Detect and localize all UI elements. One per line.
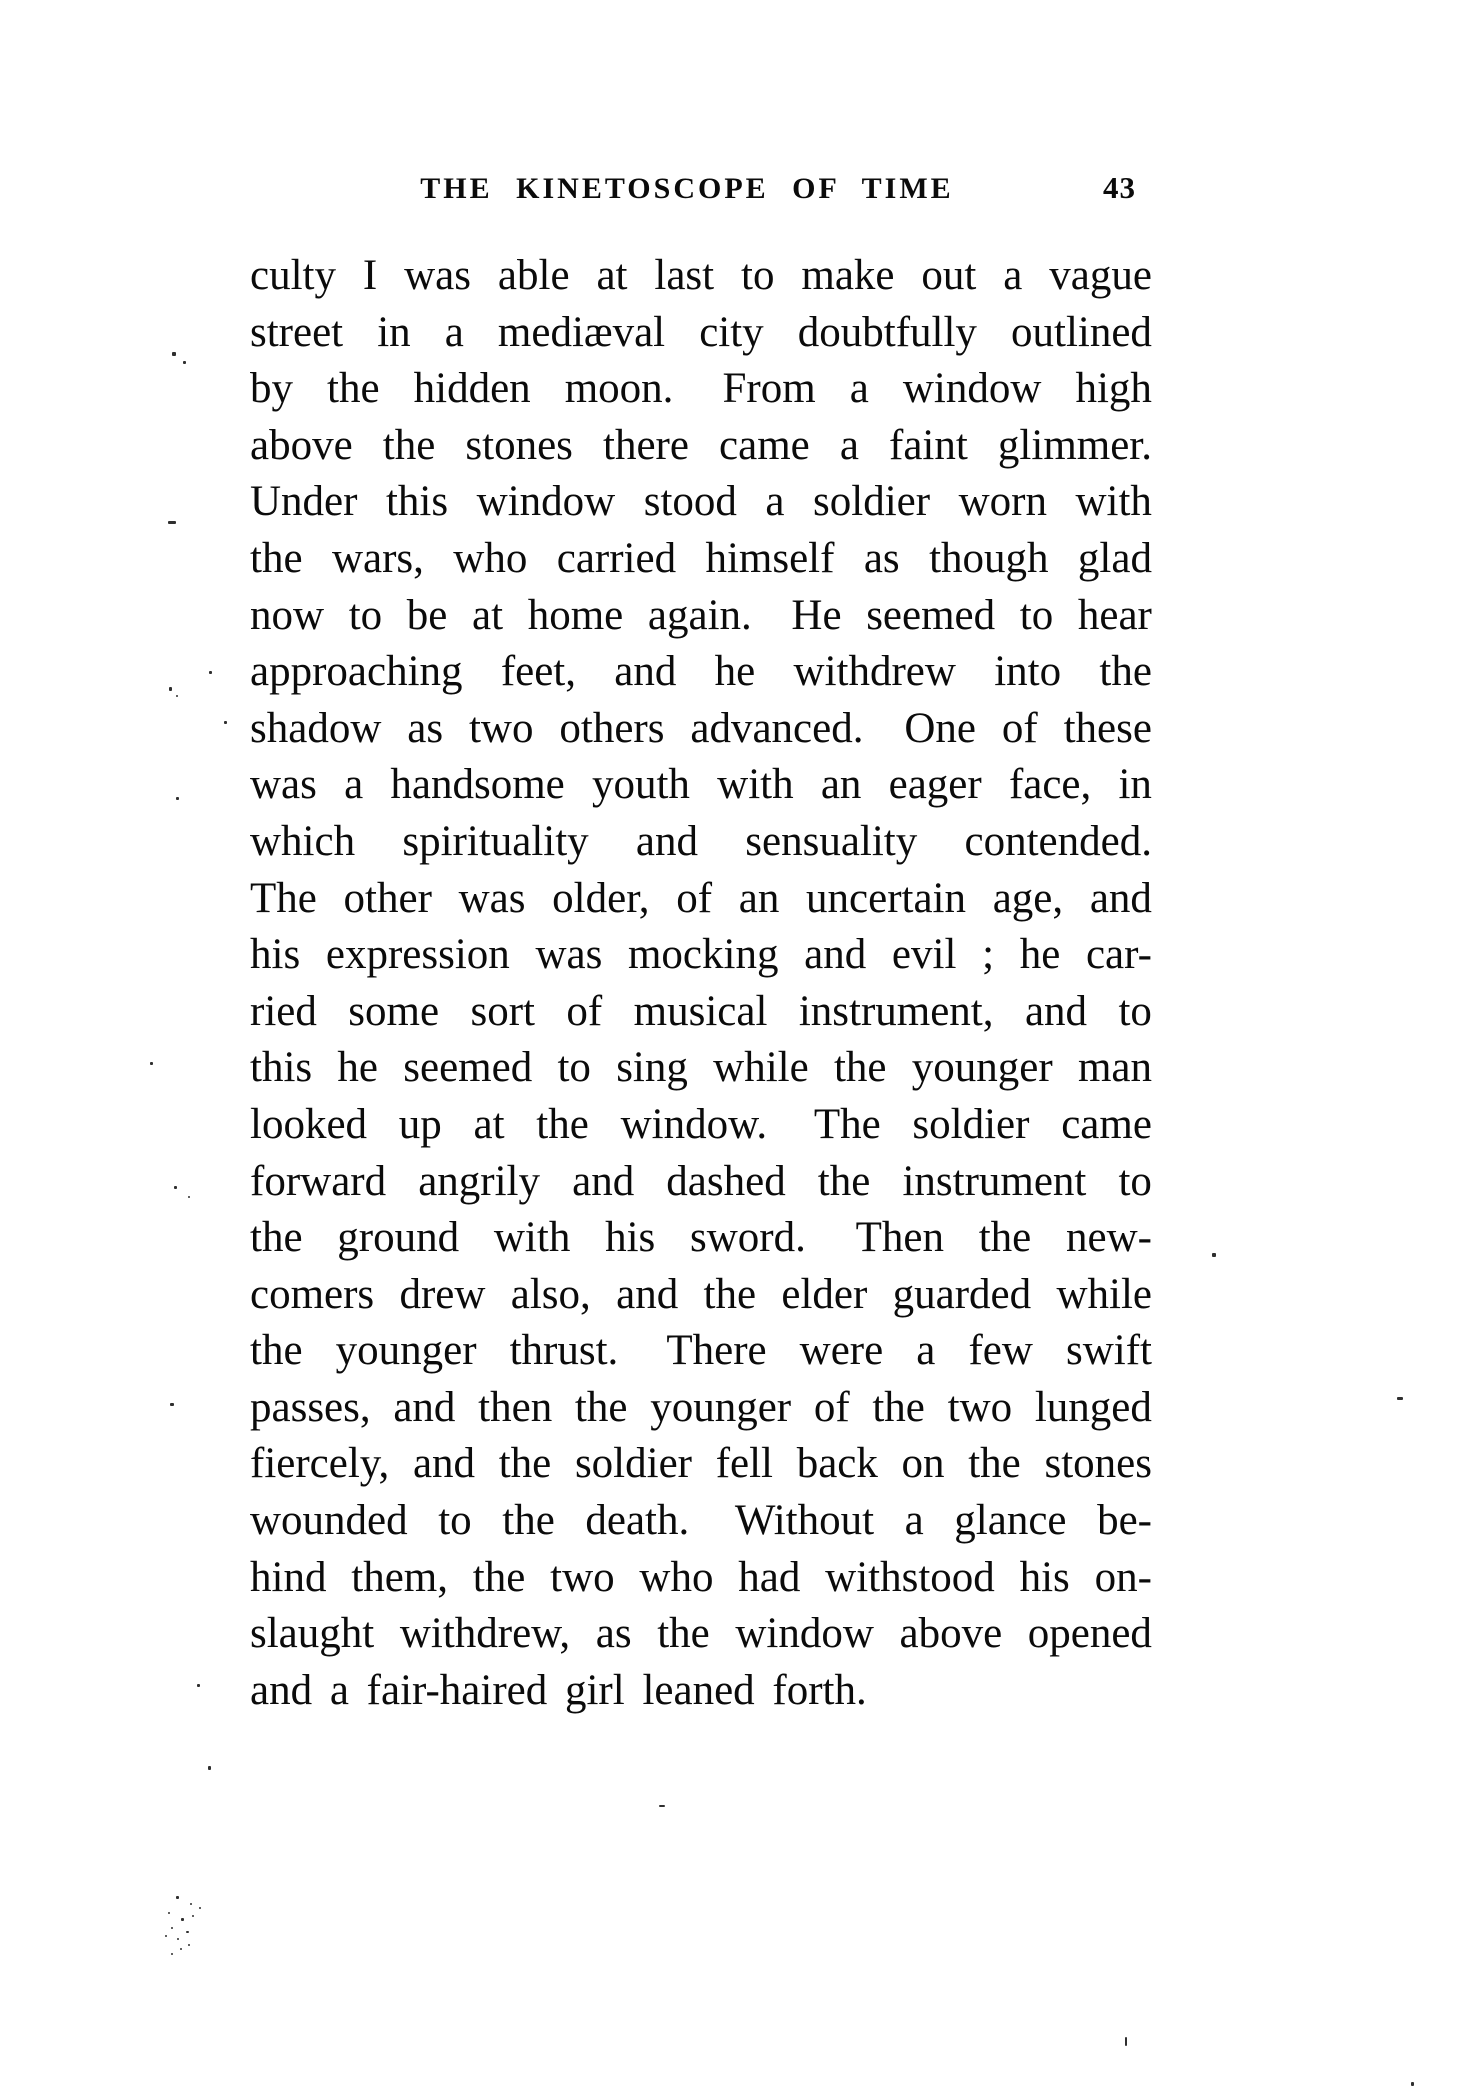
word: seemed <box>866 591 996 639</box>
word: window <box>902 365 1042 413</box>
word: the <box>1099 648 1152 696</box>
word: Then <box>855 1214 944 1262</box>
word: in <box>1118 761 1152 809</box>
running-header <box>250 172 1152 216</box>
scan-speck <box>1125 2037 1127 2046</box>
word: dashed <box>666 1157 786 1205</box>
word: and <box>1089 874 1152 922</box>
word: fell <box>715 1440 773 1488</box>
text-line <box>250 418 1152 475</box>
word: fiercely, <box>250 1440 390 1488</box>
word: stones <box>1044 1440 1152 1488</box>
word: lunged <box>1034 1383 1152 1431</box>
word: sword. <box>690 1214 806 1262</box>
word: above <box>899 1610 1003 1658</box>
word: at <box>473 1100 505 1148</box>
word: city <box>699 308 764 356</box>
word: stood <box>643 478 737 526</box>
word: as <box>407 704 444 752</box>
word: the <box>250 1327 303 1375</box>
scan-speck <box>1411 2082 1414 2086</box>
word: two <box>947 1383 1013 1431</box>
word: now <box>250 591 325 639</box>
word: younger <box>911 1044 1053 1092</box>
word: the <box>833 1044 887 1092</box>
word: on <box>901 1440 945 1488</box>
word: street <box>250 308 344 356</box>
word: he <box>714 648 756 696</box>
word: window <box>476 478 616 526</box>
scan-speck <box>188 1944 190 1946</box>
word: car- <box>1085 931 1152 979</box>
word: as <box>595 1610 632 1658</box>
word: swift <box>1065 1327 1152 1375</box>
word: these <box>1063 704 1152 752</box>
word: worn <box>958 478 1047 526</box>
scan-speck <box>192 1915 194 1917</box>
word: this <box>385 478 449 526</box>
word: he <box>1019 931 1061 979</box>
word: and <box>1024 987 1088 1035</box>
word: out <box>921 252 977 299</box>
word: last <box>654 252 715 299</box>
word: elder <box>781 1270 868 1318</box>
word: a <box>904 1497 924 1545</box>
word: The <box>813 1100 881 1148</box>
word: while <box>1056 1270 1152 1318</box>
word: up <box>398 1100 442 1148</box>
word: I <box>362 252 378 299</box>
word: vague <box>1049 252 1152 299</box>
word: the <box>250 534 303 582</box>
word: with <box>1075 478 1152 526</box>
word: uncertain <box>806 874 967 922</box>
word: soldier <box>813 478 931 526</box>
word: of <box>813 1383 850 1431</box>
text-line <box>250 927 1152 984</box>
scan-speck <box>186 1931 189 1933</box>
word: the <box>968 1440 1021 1488</box>
word: there <box>603 421 689 469</box>
word: few <box>968 1327 1033 1375</box>
text-line <box>250 1097 1152 1154</box>
word: himself <box>705 534 835 582</box>
word: One <box>904 704 976 752</box>
text-line <box>250 1380 1152 1437</box>
word: The <box>250 874 317 922</box>
scan-speck <box>165 1935 167 1937</box>
word: thrust. <box>509 1327 619 1375</box>
scan-speck <box>176 695 178 697</box>
word: the <box>817 1157 871 1205</box>
word: drew <box>399 1270 486 1318</box>
word: the <box>250 1214 303 1262</box>
word: withdrew <box>793 648 956 696</box>
text-line <box>250 814 1152 871</box>
word: be- <box>1097 1497 1152 1545</box>
word: opened <box>1027 1610 1152 1658</box>
word: the <box>382 421 436 469</box>
word: expression <box>325 931 510 979</box>
word: ; <box>982 931 995 979</box>
text-line <box>250 644 1152 701</box>
text-line <box>250 1040 1152 1097</box>
word: withdrew, <box>399 1610 571 1658</box>
word: of <box>676 874 713 922</box>
word: in <box>377 308 411 356</box>
scan-speck <box>169 687 172 691</box>
word: advanced. <box>690 704 864 752</box>
word: window <box>735 1610 874 1658</box>
scan-speck <box>208 1766 211 1770</box>
word: was <box>458 874 526 922</box>
word: passes, <box>250 1383 371 1431</box>
word: faint <box>889 421 968 469</box>
word: man <box>1077 1044 1152 1092</box>
word: Without <box>734 1497 875 1545</box>
word: contended. <box>964 817 1152 865</box>
text-line <box>250 757 1152 814</box>
word: a <box>839 421 859 469</box>
text-line <box>250 1436 1152 1493</box>
word: a <box>849 365 869 413</box>
word: with <box>493 1214 571 1262</box>
word: his <box>1019 1553 1070 1601</box>
word: age, <box>992 874 1064 922</box>
word: again. <box>647 591 752 639</box>
word: was <box>535 931 603 979</box>
word: stones <box>465 421 573 469</box>
word: other <box>343 874 432 922</box>
word: forward <box>250 1157 387 1205</box>
word: instrument <box>902 1157 1087 1205</box>
scan-speck <box>150 1062 153 1065</box>
word: withstood <box>825 1553 995 1601</box>
word: to <box>1118 1157 1152 1205</box>
word: There <box>666 1327 767 1375</box>
word: moon. <box>564 365 674 413</box>
word: by <box>250 365 293 413</box>
word: of <box>566 987 603 1035</box>
word: a <box>916 1327 936 1375</box>
word: a <box>344 761 364 809</box>
word: and <box>572 1157 635 1205</box>
scan-speck <box>1212 1253 1216 1257</box>
word: though <box>929 534 1049 582</box>
text-line <box>250 588 1152 645</box>
word: From <box>722 365 816 413</box>
word: ried <box>250 987 317 1035</box>
scan-speck <box>172 352 176 356</box>
word: younger <box>335 1327 477 1375</box>
word: new- <box>1066 1214 1152 1262</box>
text-line <box>250 1323 1152 1380</box>
word: slaught <box>250 1610 375 1658</box>
word: his <box>250 931 301 979</box>
word: he <box>337 1044 378 1092</box>
text-line <box>250 871 1152 928</box>
word: this <box>250 1044 313 1092</box>
word: the <box>502 1497 555 1545</box>
word: others <box>559 704 665 752</box>
word: at <box>472 591 504 639</box>
scan-speck <box>181 1918 184 1921</box>
word: seemed <box>403 1044 533 1092</box>
word: evil <box>891 931 957 979</box>
word: Under <box>250 478 358 526</box>
text-line <box>250 1550 1152 1607</box>
word: then <box>478 1383 553 1431</box>
word: his <box>605 1214 656 1262</box>
text-line <box>250 1493 1152 1550</box>
scan-speck <box>180 1948 182 1950</box>
word: wounded <box>250 1497 408 1545</box>
word: guarded <box>892 1270 1032 1318</box>
scan-speck <box>177 1938 179 1940</box>
word: home <box>527 591 624 639</box>
scan-speck <box>190 1903 192 1905</box>
word: death. <box>585 1497 690 1545</box>
word: as <box>863 534 900 582</box>
word: hear <box>1077 591 1152 639</box>
word: two <box>468 704 534 752</box>
word: on- <box>1094 1553 1152 1601</box>
word: approaching <box>250 648 463 696</box>
word: to <box>741 252 775 299</box>
word: outlined <box>1011 308 1152 356</box>
word: mediæval <box>497 308 666 356</box>
word: eager <box>888 761 982 809</box>
word: of <box>1001 704 1038 752</box>
word: to <box>348 591 383 639</box>
word: some <box>348 987 440 1035</box>
word: a <box>765 478 785 526</box>
word: younger <box>650 1383 792 1431</box>
scan-speck <box>1397 1397 1403 1400</box>
text-line <box>250 984 1152 1041</box>
text-line <box>250 701 1152 758</box>
word: the <box>498 1440 552 1488</box>
scan-speck <box>176 1896 179 1899</box>
scan-speck <box>224 721 227 724</box>
scan-speck <box>168 1912 170 1914</box>
word: high <box>1075 365 1152 413</box>
text-line <box>250 248 1152 305</box>
body-text <box>250 248 1152 1719</box>
word: who <box>639 1553 714 1601</box>
word: came <box>719 421 810 469</box>
word: hind <box>250 1553 327 1601</box>
word: hidden <box>413 365 531 413</box>
word: glimmer. <box>997 421 1152 469</box>
running-header-title: THE KINETOSCOPE OF TIME <box>420 172 954 205</box>
word: a <box>444 308 464 356</box>
word: also, <box>510 1270 591 1318</box>
word: and <box>614 648 677 696</box>
scan-speck <box>197 1684 200 1687</box>
word: were <box>799 1327 884 1375</box>
word: the <box>536 1100 589 1148</box>
scan-speck <box>174 1186 177 1189</box>
word: which <box>250 817 356 865</box>
scan-speck <box>168 521 176 524</box>
word: came <box>1061 1100 1152 1148</box>
word: who <box>453 534 528 582</box>
word: the <box>472 1553 526 1601</box>
word: window. <box>620 1100 768 1148</box>
word: with <box>717 761 794 809</box>
scan-speck <box>171 1927 173 1929</box>
scan-speck <box>171 1953 173 1955</box>
word: doubtfully <box>797 308 977 356</box>
word: mocking <box>627 931 779 979</box>
word: an <box>820 761 862 809</box>
word: sensuality <box>745 817 918 865</box>
word: musical <box>633 987 768 1035</box>
text-line <box>250 361 1152 418</box>
word: spirituality <box>402 817 589 865</box>
word: back <box>796 1440 878 1488</box>
word: to <box>557 1044 591 1092</box>
word: angrily <box>418 1157 541 1205</box>
word: glance <box>954 1497 1067 1545</box>
word: looked <box>250 1100 368 1148</box>
word: sing <box>616 1044 688 1092</box>
word: ground <box>337 1214 460 1262</box>
word: was <box>250 761 317 809</box>
scan-speck <box>170 1403 174 1406</box>
word: make <box>801 252 895 299</box>
word: soldier <box>912 1100 1030 1148</box>
word: the <box>327 365 380 413</box>
word: older, <box>552 874 650 922</box>
scan-speck <box>183 361 186 364</box>
word: the <box>574 1383 628 1431</box>
word: to <box>1019 591 1054 639</box>
word: He <box>791 591 842 639</box>
word: able <box>497 252 570 299</box>
scan-speck <box>176 797 179 800</box>
word: a <box>1003 252 1023 299</box>
scan-speck <box>659 1805 665 1807</box>
scan-speck <box>188 1196 190 1198</box>
word: above <box>250 421 353 469</box>
word: comers <box>250 1270 375 1318</box>
word: handsome <box>390 761 565 809</box>
page-number: 43 <box>1103 170 1136 205</box>
word: and <box>804 931 867 979</box>
word: had <box>738 1553 801 1601</box>
word: the <box>657 1610 710 1658</box>
word: at <box>596 252 628 299</box>
text-line <box>250 305 1152 362</box>
word: the <box>978 1214 1032 1262</box>
scan-speck <box>209 671 212 674</box>
word: and <box>635 817 699 865</box>
word: and <box>412 1440 476 1488</box>
word: culty <box>250 252 336 299</box>
word: to <box>438 1497 472 1545</box>
word: glad <box>1077 534 1152 582</box>
word: the <box>872 1383 925 1431</box>
word: instrument, <box>798 987 994 1035</box>
word: shadow <box>250 704 382 752</box>
text-line <box>250 1606 1152 1663</box>
scan-speck <box>199 1907 201 1909</box>
word: soldier <box>574 1440 692 1488</box>
word: two <box>550 1553 615 1601</box>
text-line: and a fair-haired girl leaned forth. <box>250 1666 867 1714</box>
word: the <box>703 1270 757 1318</box>
text-line <box>250 1210 1152 1267</box>
word: them, <box>351 1553 448 1601</box>
word: while <box>713 1044 809 1092</box>
text-line <box>250 474 1152 531</box>
word: was <box>404 252 471 299</box>
word: an <box>738 874 780 922</box>
word: carried <box>556 534 677 582</box>
text-line <box>250 1267 1152 1324</box>
word: wars, <box>331 534 424 582</box>
word: face, <box>1008 761 1092 809</box>
word: into <box>994 648 1062 696</box>
word: to <box>1118 987 1152 1035</box>
word: youth <box>591 761 690 809</box>
word: feet, <box>500 648 576 696</box>
word: and <box>393 1383 456 1431</box>
text-line <box>250 1154 1152 1211</box>
word: be <box>406 591 448 639</box>
text-line <box>250 531 1152 588</box>
word: sort <box>470 987 535 1035</box>
word: and <box>616 1270 679 1318</box>
